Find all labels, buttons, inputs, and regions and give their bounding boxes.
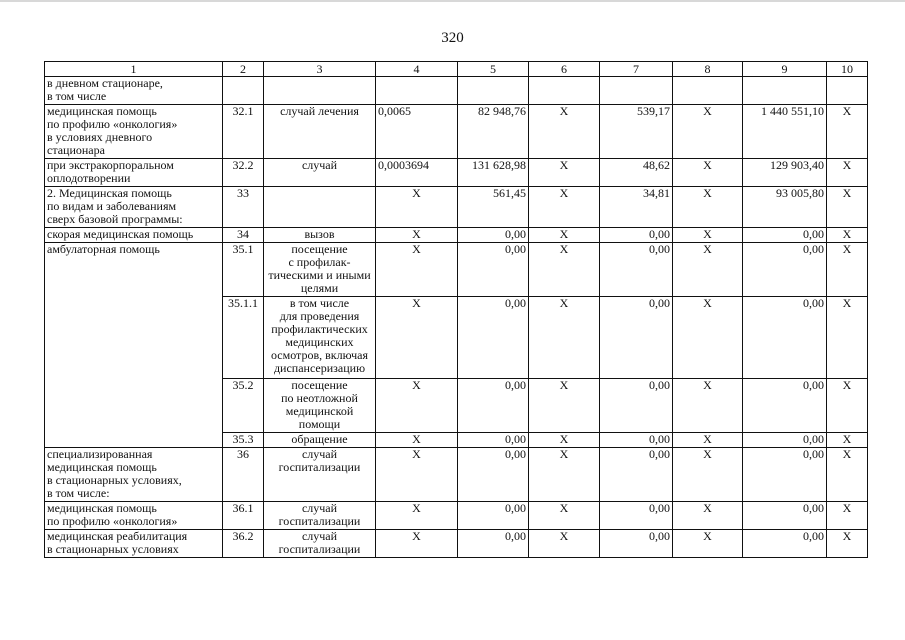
table-cell-col10 — [827, 77, 868, 105]
table-cell-col9 — [743, 77, 827, 105]
tariff-table — [44, 61, 868, 558]
table-cell-col7: 34,81 — [600, 187, 673, 228]
table-cell-col2: 34 — [223, 228, 264, 243]
scan-top-edge — [0, 0, 905, 2]
table-cell-col3 — [264, 77, 376, 105]
table-cell-col4: X — [376, 297, 458, 379]
table-cell-col2: 35.3 — [223, 433, 264, 448]
table-cell-col1: медицинская реабилитация в стационарных условиях — [45, 530, 223, 558]
table-cell-col4: X — [376, 433, 458, 448]
table-cell-col3: вызов — [264, 228, 376, 243]
table-cell-col7: 0,00 — [600, 243, 673, 297]
table-cell-col3: посещение по неотложной медицинской помощи — [264, 379, 376, 433]
table-cell-col9: 0,00 — [743, 228, 827, 243]
table-cell-col8: X — [673, 228, 743, 243]
table-cell-col3: обращение — [264, 433, 376, 448]
column-header: 2 — [223, 62, 264, 77]
table-cell-col9: 0,00 — [743, 243, 827, 297]
header-row — [45, 62, 868, 77]
table-cell-col10: X — [827, 530, 868, 558]
table-cell-col8: X — [673, 502, 743, 530]
table-cell-col2: 35.2 — [223, 379, 264, 433]
table-cell-col10: X — [827, 297, 868, 379]
column-header: 10 — [827, 62, 868, 77]
table-row — [45, 243, 868, 297]
table-cell-col9: 129 903,40 — [743, 159, 827, 187]
table-cell-col10: X — [827, 433, 868, 448]
table-cell-col7: 0,00 — [600, 297, 673, 379]
column-header: 5 — [458, 62, 529, 77]
table-cell-col5: 0,00 — [458, 448, 529, 502]
column-header: 3 — [264, 62, 376, 77]
page-number: 320 — [441, 30, 464, 46]
table-cell-col3 — [264, 187, 376, 228]
table-cell-col4 — [376, 77, 458, 105]
table-cell-col7: 0,00 — [600, 379, 673, 433]
table-cell-col4: X — [376, 530, 458, 558]
table-cell-col10: X — [827, 502, 868, 530]
table-cell-col8: X — [673, 530, 743, 558]
table-cell-col6: X — [529, 448, 600, 502]
table-cell-col6: X — [529, 379, 600, 433]
table-cell-col6: X — [529, 228, 600, 243]
table-cell-col8: X — [673, 187, 743, 228]
table-cell-col5: 0,00 — [458, 243, 529, 297]
table-cell-col8: X — [673, 159, 743, 187]
table-cell-col2: 32.2 — [223, 159, 264, 187]
table-row — [45, 187, 868, 228]
table-cell-col10: X — [827, 105, 868, 159]
table-cell-col10: X — [827, 448, 868, 502]
table-cell-col3: случай лечения — [264, 105, 376, 159]
table-cell-col8: X — [673, 297, 743, 379]
table-cell-col9: 1 440 551,10 — [743, 105, 827, 159]
table-cell-col7: 48,62 — [600, 159, 673, 187]
table-cell-col4: X — [376, 448, 458, 502]
table-cell-col5: 131 628,98 — [458, 159, 529, 187]
table-cell-col3: в том числе для проведения профилактических медицинских осмотров, включая диспансеризацию — [264, 297, 376, 379]
table-cell-col2: 32.1 — [223, 105, 264, 159]
table-cell-col2: 36.1 — [223, 502, 264, 530]
table-cell-col4: 0,0003694 — [376, 159, 458, 187]
table-cell-col9: 0,00 — [743, 502, 827, 530]
table-cell-col6: X — [529, 502, 600, 530]
table-row — [45, 77, 868, 105]
table-cell-col8: X — [673, 433, 743, 448]
table-cell-col1: медицинская помощь по профилю «онкология» — [45, 502, 223, 530]
table-cell-col5: 0,00 — [458, 530, 529, 558]
table-cell-col4: 0,0065 — [376, 105, 458, 159]
table-cell-col9: 0,00 — [743, 530, 827, 558]
table-cell-col6: X — [529, 105, 600, 159]
table-body — [45, 77, 868, 558]
table-cell-col1: специализированная медицинская помощь в стационарных условиях, в том числе: — [45, 448, 223, 502]
table-cell-col3: случай госпитализации — [264, 502, 376, 530]
column-header: 6 — [529, 62, 600, 77]
table-cell-col7: 0,00 — [600, 448, 673, 502]
table-cell-col9: 0,00 — [743, 297, 827, 379]
table-cell-col7: 539,17 — [600, 105, 673, 159]
table-cell-col4: X — [376, 502, 458, 530]
table-row — [45, 159, 868, 187]
table-cell-col5: 561,45 — [458, 187, 529, 228]
table-cell-col5: 0,00 — [458, 228, 529, 243]
table-cell-col3: случай госпитализации — [264, 530, 376, 558]
table-cell-col9: 0,00 — [743, 379, 827, 433]
table-cell-col6: X — [529, 433, 600, 448]
column-header: 4 — [376, 62, 458, 77]
table-cell-col8: X — [673, 243, 743, 297]
table-cell-col5 — [458, 77, 529, 105]
table-cell-col9: 93 005,80 — [743, 187, 827, 228]
table-cell-col6: X — [529, 187, 600, 228]
table-cell-col8 — [673, 77, 743, 105]
table-cell-col1: медицинская помощь по профилю «онкология» в условиях дневного стационара — [45, 105, 223, 159]
table-cell-col10: X — [827, 228, 868, 243]
table-cell-col2: 35.1.1 — [223, 297, 264, 379]
table-cell-col9: 0,00 — [743, 448, 827, 502]
table-cell-col2: 33 — [223, 187, 264, 228]
column-header: 7 — [600, 62, 673, 77]
table-cell-col2: 36 — [223, 448, 264, 502]
table-row — [45, 448, 868, 502]
table-cell-col10: X — [827, 187, 868, 228]
table-cell-col1: в дневном стационаре, в том числе — [45, 77, 223, 105]
table-cell-col6 — [529, 77, 600, 105]
table-cell-col1: амбулаторная помощь — [45, 243, 223, 448]
table-cell-col4: X — [376, 379, 458, 433]
table-cell-col9: 0,00 — [743, 433, 827, 448]
table-row — [45, 105, 868, 159]
table-cell-col4: X — [376, 187, 458, 228]
table-cell-col3: случай госпитализации — [264, 448, 376, 502]
table-cell-col1: 2. Медицинская помощь по видам и заболеваниям сверх базовой программы: — [45, 187, 223, 228]
table-cell-col7: 0,00 — [600, 433, 673, 448]
table-cell-col5: 0,00 — [458, 379, 529, 433]
table-cell-col2 — [223, 77, 264, 105]
table-cell-col8: X — [673, 105, 743, 159]
table-cell-col6: X — [529, 297, 600, 379]
table-row — [45, 530, 868, 558]
table-cell-col1: скорая медицинская помощь — [45, 228, 223, 243]
table-cell-col10: X — [827, 159, 868, 187]
table-cell-col7: 0,00 — [600, 530, 673, 558]
table-cell-col8: X — [673, 379, 743, 433]
table-cell-col6: X — [529, 243, 600, 297]
table-cell-col10: X — [827, 243, 868, 297]
column-header: 9 — [743, 62, 827, 77]
table-cell-col3: случай — [264, 159, 376, 187]
table-cell-col7: 0,00 — [600, 228, 673, 243]
table-cell-col3: посещение с профилак- тическими и иными целями — [264, 243, 376, 297]
table-cell-col5: 0,00 — [458, 433, 529, 448]
table-row — [45, 228, 868, 243]
table-cell-col7: 0,00 — [600, 502, 673, 530]
table-cell-col2: 36.2 — [223, 530, 264, 558]
table-cell-col8: X — [673, 448, 743, 502]
table-cell-col5: 0,00 — [458, 502, 529, 530]
table-row — [45, 502, 868, 530]
column-header: 8 — [673, 62, 743, 77]
table-cell-col4: X — [376, 228, 458, 243]
table-cell-col2: 35.1 — [223, 243, 264, 297]
table-cell-col7 — [600, 77, 673, 105]
table-cell-col6: X — [529, 159, 600, 187]
table-cell-col1: при экстракорпоральном оплодотворении — [45, 159, 223, 187]
table-cell-col6: X — [529, 530, 600, 558]
table-cell-col5: 0,00 — [458, 297, 529, 379]
table-cell-col4: X — [376, 243, 458, 297]
table-cell-col5: 82 948,76 — [458, 105, 529, 159]
table-cell-col10: X — [827, 379, 868, 433]
column-header: 1 — [45, 62, 223, 77]
